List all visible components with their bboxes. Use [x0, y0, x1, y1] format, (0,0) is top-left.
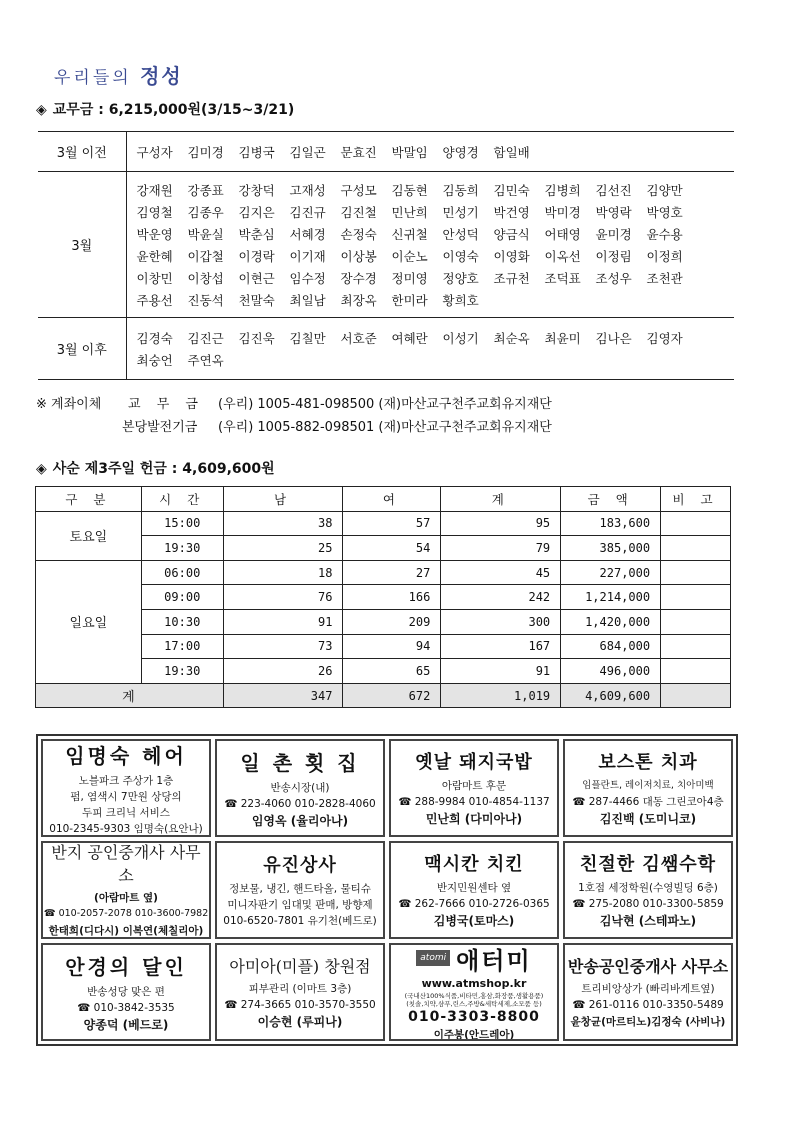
donor-name: 함일배 — [493, 144, 530, 160]
diamond-icon: ◈ — [36, 102, 47, 118]
table-row: 10:30 91 209 300 1,420,000 — [36, 609, 731, 634]
donor-name: 최장옥 — [340, 292, 377, 308]
donor-name: 김경숙 — [136, 330, 173, 346]
table-row: 19:30 25 54 79 385,000 — [36, 536, 731, 561]
donor-name: 주연옥 — [187, 352, 224, 368]
donor-name: 조덕표 — [544, 270, 581, 286]
donor-name: 김영철 — [136, 204, 173, 220]
ad-sashimi-restaurant: 일 촌 횟 집 반송시장(내) ☎ 223-4060 010-2828-4060 임영옥 (율리아나) — [215, 739, 385, 837]
table-row: 17:00 73 94 167 684,000 — [36, 634, 731, 659]
donor-name: 정양호 — [442, 270, 479, 286]
donor-name: 이영숙 — [442, 248, 479, 264]
donor-name: 박윤실 — [187, 226, 224, 242]
ad-math-academy: 친절한 김쌤수학 1호점 세정학원(수영빌딩 6층) ☎ 275-2080 010-3300-5859 김낙현 (스테파노) — [563, 841, 733, 939]
donor-name: 강종표 — [187, 182, 224, 198]
donor-name: 김미경 — [187, 144, 224, 160]
donor-name: 서호준 — [340, 330, 377, 346]
donor-name: 윤미경 — [595, 226, 632, 242]
donor-name: 이창민 — [136, 270, 173, 286]
ad-chicken-restaurant: 맥시칸 치킨 반지민원센타 옆 ☎ 262-7666 010-2726-0365 김병국(토마스) — [389, 841, 559, 939]
donor-name: 양영경 — [442, 144, 479, 160]
diamond-icon: ◈ — [36, 461, 47, 477]
donor-row-march: 3월 강재원 강종표 강창덕 고재성 구성모 김동현 김동희 김민숙 김병희 김선진 김양만 김영철 김종우 김지은 김진규 김진철 민난희 민성기 박건영 박미경 박영락 박영호 박운영 박윤실 박춘심 서혜경 손정숙 신귀철 안성덕 양금식 어태영 윤미경 윤수용 윤한혜 이갑철 이경락 이기재 이상봉 이순노 이영숙 이영화 이옥선 이정림 이정희 이창민 이창섭 이현근 임수정 장수경 정미영 정양호 조규천 조덕표 조성우 조천관 주용선 진동석 천말숙 최일남 최장옥 한미라 황희호 — [38, 172, 734, 318]
donor-name: 주용선 — [136, 292, 173, 308]
donor-name: 임수정 — [289, 270, 326, 286]
donor-name: 김종우 — [187, 204, 224, 220]
donor-name: 장수경 — [340, 270, 377, 286]
donor-name: 김일곤 — [289, 144, 326, 160]
name-list — [137, 141, 735, 163]
donor-name: 김진철 — [340, 204, 377, 220]
donor-name: 김진욱 — [238, 330, 275, 346]
donor-name: 김병희 — [544, 182, 581, 198]
donor-name: 안성덕 — [442, 226, 479, 242]
donor-name: 김나은 — [595, 330, 632, 346]
donor-name: 김칠만 — [289, 330, 326, 346]
name-list — [126, 318, 734, 380]
donor-name: 김양만 — [646, 182, 683, 198]
donor-name: 윤수용 — [646, 226, 683, 242]
donor-name: 조성우 — [595, 270, 632, 286]
table-row: 토요일 15:00 38 57 95 183,600 — [36, 511, 731, 536]
diocesan-heading: ◈ 교무금 : 6,215,000원(3/15~3/21) — [36, 102, 295, 118]
ad-optician: 안경의 달인 반송성당 맞은 편 ☎ 010-3842-3535 양종덕 (베드로) — [41, 943, 211, 1041]
donor-name: 김진근 — [187, 330, 224, 346]
donor-name: 최숭언 — [136, 352, 173, 368]
donor-name: 민난희 — [391, 204, 428, 220]
donor-name: 박영호 — [646, 204, 683, 220]
donor-name: 이정희 — [646, 248, 683, 264]
donor-name: 이상봉 — [340, 248, 377, 264]
offering-heading: ◈ 사순 제3주일 헌금 : 4,609,600원 — [36, 461, 275, 477]
donor-name: 강재원 — [136, 182, 173, 198]
name-line — [137, 327, 735, 349]
donor-name: 한미라 — [391, 292, 428, 308]
ad-gukbap-restaurant: 옛날 돼지국밥 아람마트 후문 ☎ 288-9984 010-4854-1137 민난희 (다미아나) — [389, 739, 559, 837]
donor-name: 박영락 — [595, 204, 632, 220]
offering-table — [35, 486, 731, 708]
donor-name: 박말임 — [391, 144, 428, 160]
account-number-1: (우리) 1005-481-098500 (재)마산교구천주교회유지재단 — [218, 397, 552, 412]
donor-name: 민성기 — [442, 204, 479, 220]
ads-grid — [36, 734, 738, 1046]
donor-name: 손정숙 — [340, 226, 377, 242]
donor-name: 이기재 — [289, 248, 326, 264]
donor-name: 구성자 — [136, 144, 173, 160]
page-title: 우리들의 정성 — [54, 64, 183, 88]
donor-row-after: 3월 이후 김경숙 김진근 김진욱 김칠만 서호준 여혜란 이성기 최순옥 최윤미 김나은 김영자 최숭언 주연옥 — [38, 318, 734, 380]
ad-skincare: 아미아(미플) 창원점 피부관리 (이마트 3층) ☎ 274-3665 010-3570-3550 이승현 (루피나) — [215, 943, 385, 1041]
donor-name: 김지은 — [238, 204, 275, 220]
donor-name: 박건영 — [493, 204, 530, 220]
donor-row-before: 3월 이전 구성자 김미경 김병국 김일곤 문효진 박말임 양영경 함일배 — [38, 132, 734, 172]
donor-name: 박운영 — [136, 226, 173, 242]
donor-name: 박미경 — [544, 204, 581, 220]
donor-name: 김병국 — [238, 144, 275, 160]
donor-table — [38, 131, 734, 380]
donor-name: 이옥선 — [544, 248, 581, 264]
donor-name: 이영화 — [493, 248, 530, 264]
table-row: 09:00 76 166 242 1,214,000 — [36, 585, 731, 610]
total-row: 계 347 672 1,019 4,609,600 — [36, 683, 731, 708]
ad-atomy: atomi 애터미 www.atmshop.kr (국내산100%식품,비타민,홍삼,화장품,생활용품) (칫솔,치약,샴푸,린스,주방&세탁세제,소모품 등) 010-3303-8800 이주봉(안드레아) — [389, 943, 559, 1041]
donor-name: 황희호 — [442, 292, 479, 308]
name-line — [137, 179, 735, 201]
offering-header-row: 구 분 시 간 남 여 계 금 액 비 고 — [36, 487, 731, 512]
donor-name: 박춘심 — [238, 226, 275, 242]
donor-name: 이성기 — [442, 330, 479, 346]
donor-name: 양금식 — [493, 226, 530, 242]
name-list — [126, 172, 734, 318]
donor-name: 신귀철 — [391, 226, 428, 242]
donor-name: 이경락 — [238, 248, 275, 264]
donor-name: 어태영 — [544, 226, 581, 242]
table-row: 일요일 06:00 18 27 45 227,000 — [36, 560, 731, 585]
donor-name: 조규천 — [493, 270, 530, 286]
donor-name: 김민숙 — [493, 182, 530, 198]
ad-real-estate-banji: 반지 공인중개사 사무소 (아람마트 옆) ☎ 010-2057-2078 010-3600-7982 한태희(디다시) 이복연(체칠리아) — [41, 841, 211, 939]
account-number-2: (우리) 1005-882-098501 (재)마산교구천주교회유지재단 — [218, 420, 552, 435]
name-line — [137, 289, 735, 311]
name-line — [137, 201, 735, 223]
donor-name: 고재성 — [289, 182, 326, 198]
account-note: ※ 계좌이체 — [36, 397, 102, 412]
ad-dental-clinic: 보스톤 치과 임플란트, 레이저치료, 치아미백 ☎ 287-4466 대동 그린코아4층 김진백 (도미니코) — [563, 739, 733, 837]
donor-name: 김영자 — [646, 330, 683, 346]
donor-name: 최윤미 — [544, 330, 581, 346]
ad-hair-salon: 임명숙 헤어 노블파크 주상가 1층 펌, 염색시 7만원 상당의 두피 크리닉 서비스 010-2345-9303 임명숙(요안나) — [41, 739, 211, 837]
account-label-1: 교 무 금 — [128, 397, 204, 412]
donor-name: 이현근 — [238, 270, 275, 286]
name-line — [137, 349, 735, 371]
donor-name: 김동현 — [391, 182, 428, 198]
donor-name: 이정림 — [595, 248, 632, 264]
name-line — [137, 223, 735, 245]
donor-name: 조천관 — [646, 270, 683, 286]
donor-name: 김진규 — [289, 204, 326, 220]
donor-name: 서혜경 — [289, 226, 326, 242]
donor-name: 진동석 — [187, 292, 224, 308]
table-row: 19:30 26 65 91 496,000 — [36, 659, 731, 684]
name-line — [137, 267, 735, 289]
donor-name: 최순옥 — [493, 330, 530, 346]
donor-name: 구성모 — [340, 182, 377, 198]
donor-name: 이순노 — [391, 248, 428, 264]
ad-yujin-trading: 유진상사 정보물, 냉긴, 핸드타올, 물티슈 미니자판기 임대및 판매, 방향제 010-6520-7801 유기천(베드로) — [215, 841, 385, 939]
donor-name: 정미영 — [391, 270, 428, 286]
donor-name: 윤한혜 — [136, 248, 173, 264]
donor-name: 이창섭 — [187, 270, 224, 286]
donor-name: 김동희 — [442, 182, 479, 198]
account-label-2: 본당발전기금 — [122, 420, 198, 435]
donor-name: 김선진 — [595, 182, 632, 198]
donor-name: 문효진 — [340, 144, 377, 160]
donor-name: 최일남 — [289, 292, 326, 308]
donor-name: 천말숙 — [238, 292, 275, 308]
ad-real-estate-bansong: 반송공인중개사 사무소 트리비앙상가 (빠리바게트옆) ☎ 261-0116 010-3350-5489 윤창균(마르티노)김정숙 (사비나) — [563, 943, 733, 1041]
name-line — [137, 245, 735, 267]
donor-name: 여혜란 — [391, 330, 428, 346]
atomy-logo: atomi — [416, 950, 450, 966]
donor-name: 이갑철 — [187, 248, 224, 264]
donor-name: 강창덕 — [238, 182, 275, 198]
